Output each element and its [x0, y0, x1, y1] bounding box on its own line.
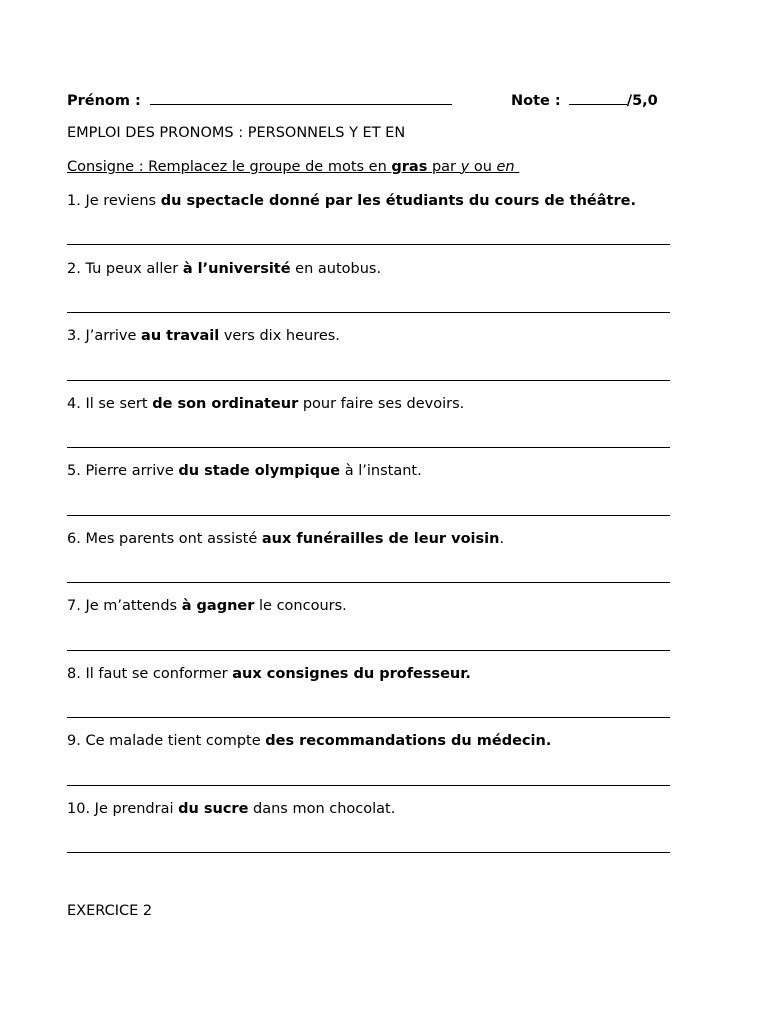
question-text: 10. Je prendrai: [67, 801, 179, 817]
question-bold: aux funérailles de leur voisin: [261, 531, 500, 547]
answer-line-2[interactable]: [67, 312, 670, 313]
consigne-middle: par: [427, 159, 461, 175]
answer-line-9[interactable]: [67, 785, 670, 786]
question-bold: du sucre: [178, 801, 249, 817]
question-bold: à gagner: [181, 598, 255, 614]
note-label: Note :: [511, 93, 561, 109]
question-text-after: .: [499, 531, 505, 547]
answer-line-1[interactable]: [67, 244, 670, 245]
exercise-2-heading: EXERCICE 2: [67, 903, 153, 919]
question-3: [67, 328, 340, 344]
question-bold: du stade olympique: [178, 463, 341, 479]
question-text: 8. Il faut se conformer: [67, 666, 233, 682]
question-text-after: en autobus.: [290, 261, 382, 277]
consigne-y: y: [460, 159, 470, 175]
question-text-after: pour faire ses devoirs.: [298, 396, 465, 412]
question-text: 1. Je reviens: [67, 193, 161, 209]
prenom-label: Prénom :: [67, 93, 141, 109]
answer-line-3[interactable]: [67, 380, 670, 381]
question-bold: aux consignes du professeur.: [232, 666, 471, 682]
answer-line-7[interactable]: [67, 650, 670, 651]
question-8: [67, 666, 471, 682]
consigne: [67, 159, 519, 175]
question-text: 7. Je m’attends: [67, 598, 182, 614]
question-bold: des recommandations du médecin.: [265, 733, 552, 749]
answer-line-4[interactable]: [67, 447, 670, 448]
note-blank[interactable]: [569, 92, 627, 105]
question-text-after: à l’instant.: [340, 463, 422, 479]
consigne-bold: gras: [391, 159, 428, 175]
question-6: [67, 531, 504, 547]
note-suffix: /5,0: [626, 93, 658, 109]
question-text-after: dans mon chocolat.: [248, 801, 396, 817]
consigne-ou: ou: [469, 159, 497, 175]
question-text-after: vers dix heures.: [219, 328, 340, 344]
question-text: 5. Pierre arrive: [67, 463, 179, 479]
question-text: 2. Tu peux aller: [67, 261, 183, 277]
question-10: [67, 801, 395, 817]
question-2: [67, 261, 381, 277]
question-bold: au travail: [141, 328, 220, 344]
consigne-en: en: [496, 159, 515, 175]
answer-line-6[interactable]: [67, 582, 670, 583]
question-bold: à l’université: [182, 261, 291, 277]
prenom-blank[interactable]: [150, 92, 452, 105]
worksheet-title: EMPLOI DES PRONOMS : PERSONNELS Y ET EN: [67, 125, 406, 141]
prenom-line: [67, 92, 452, 109]
question-5: [67, 463, 422, 479]
note-line: [511, 92, 658, 109]
question-text-after: le concours.: [254, 598, 347, 614]
question-bold: de son ordinateur: [152, 396, 299, 412]
question-9: [67, 733, 551, 749]
question-1: [67, 193, 636, 209]
question-text: 3. J’arrive: [67, 328, 142, 344]
question-text: 6. Mes parents ont assisté: [67, 531, 262, 547]
answer-line-8[interactable]: [67, 717, 670, 718]
question-bold: du spectacle donné par les étudiants du cours de théâtre.: [160, 193, 636, 209]
consigne-prefix: Consigne : Remplacez le groupe de mots en: [67, 159, 392, 175]
question-7: [67, 598, 347, 614]
question-text: 4. Il se sert: [67, 396, 153, 412]
question-4: [67, 396, 464, 412]
answer-line-5[interactable]: [67, 515, 670, 516]
question-text: 9. Ce malade tient compte: [67, 733, 266, 749]
answer-line-10[interactable]: [67, 852, 670, 853]
